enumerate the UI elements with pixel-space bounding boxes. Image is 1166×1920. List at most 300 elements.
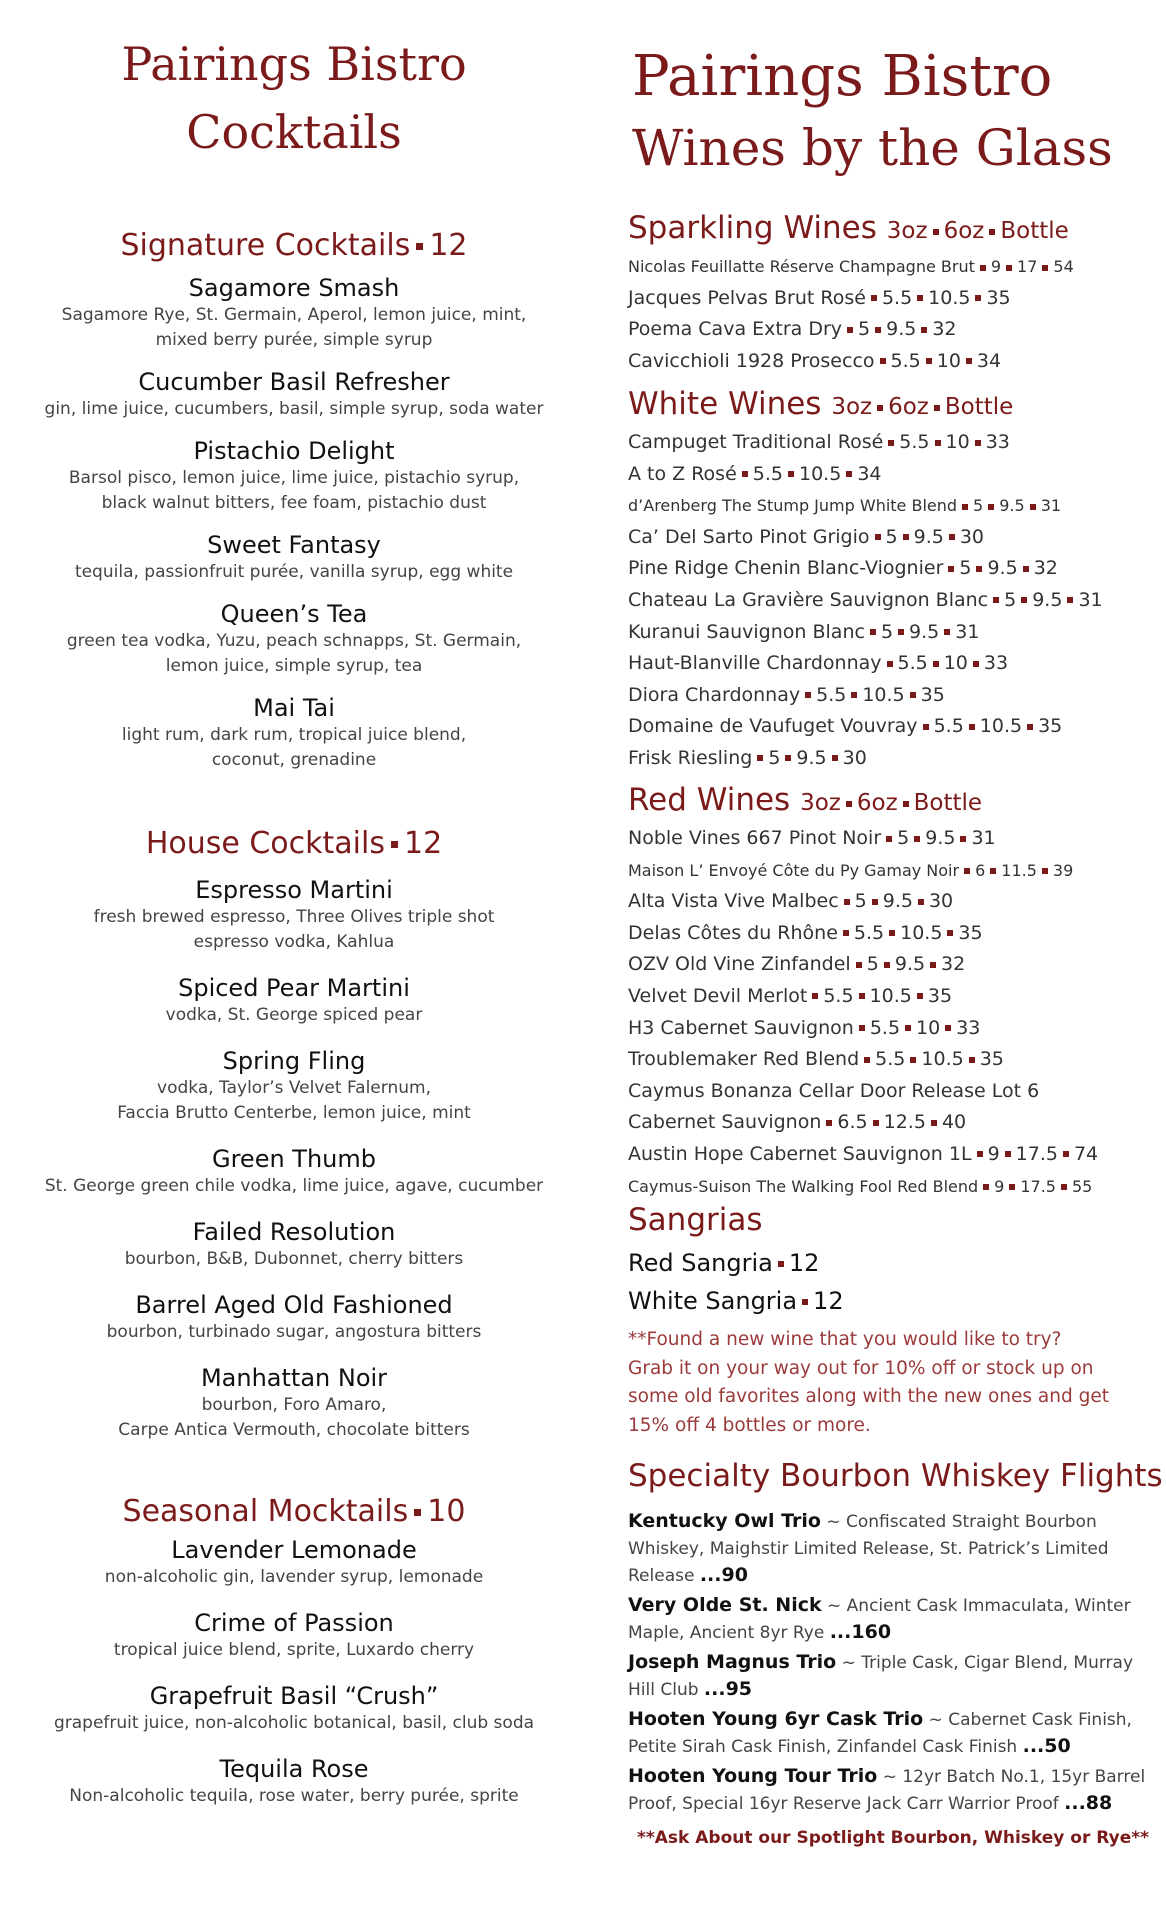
wine-price: 10.5 xyxy=(928,286,971,309)
flight-item xyxy=(628,1508,1158,1590)
wine-price: 10 xyxy=(945,431,970,453)
wine-price: 39 xyxy=(1052,860,1074,880)
cocktails-title-line2: Cocktails xyxy=(186,105,402,159)
price-separator xyxy=(976,566,982,572)
drink-description: vodka, St. George spiced pear xyxy=(165,1005,423,1025)
drink-description: Faccia Brutto Centerbe, lemon juice, mint xyxy=(117,1103,471,1123)
wine-price: 9.5 xyxy=(894,953,926,976)
wine-price: 30 xyxy=(928,890,954,913)
price-separator xyxy=(888,440,894,446)
price-separator xyxy=(910,1057,916,1063)
drink-item xyxy=(0,1144,588,1199)
wine-price: 32 xyxy=(932,318,957,341)
wine-price: 9.5 xyxy=(999,496,1025,516)
serving-size: 3oz xyxy=(800,790,841,816)
wine-price: 9.5 xyxy=(886,318,917,341)
wine-item xyxy=(628,648,1158,680)
drink-name: Failed Resolution xyxy=(192,1218,396,1246)
house-cocktails-section xyxy=(0,826,588,1443)
drink-item xyxy=(0,1217,588,1272)
wine-price: 10 xyxy=(936,349,961,372)
price-separator xyxy=(973,661,979,667)
flight-item xyxy=(628,1763,1158,1818)
price-separator xyxy=(880,358,886,364)
discount-note xyxy=(628,1326,1158,1440)
price-separator xyxy=(962,504,968,510)
wine-item xyxy=(628,585,1158,617)
drink-item xyxy=(0,1608,588,1663)
price-separator xyxy=(969,1057,975,1063)
flight-name: Hooten Young 6yr Cask Trio xyxy=(628,1707,924,1730)
drink-name: Spring Fling xyxy=(222,1047,366,1075)
drink-description: vodka, Taylor’s Velvet Falernum, xyxy=(157,1078,431,1098)
drink-description: green tea vodka, Yuzu, peach schnapps, St. Germain, xyxy=(66,631,522,651)
drink-description: bourbon, turbinado sugar, angostura bitters xyxy=(106,1322,482,1342)
wine-name: Austin Hope Cabernet Sauvignon 1L xyxy=(628,1142,972,1165)
price-separator xyxy=(864,1057,870,1063)
wine-price: 9.5 xyxy=(913,525,944,548)
sangria-name: Red Sangria xyxy=(628,1249,773,1277)
drink-description: Non-alcoholic tequila, rose water, berry purée, sprite xyxy=(69,1786,519,1806)
sangria-item xyxy=(628,1244,1158,1282)
price-separator xyxy=(1067,597,1073,603)
price-separator xyxy=(1042,868,1048,874)
flight-description: ~ Cabernet Cask Finish, Petite Sirah Cask Finish, Zinfandel Cask Finish xyxy=(628,1709,1132,1757)
wine-price: 10.5 xyxy=(799,462,842,485)
serving-size: Bottle xyxy=(1000,218,1069,244)
price-separator xyxy=(887,661,893,667)
wines-title xyxy=(628,40,1113,182)
drink-item xyxy=(0,693,588,773)
drink-description: espresso vodka, Kahlua xyxy=(193,932,395,952)
sangria-price: 12 xyxy=(813,1287,844,1315)
wine-price: 10 xyxy=(943,652,968,675)
note-line: Grab it on your way out for 10% off or stock up on xyxy=(628,1357,1094,1379)
red-wines-heading: Red Wines 3oz 6oz Bottle xyxy=(628,782,983,818)
sangria-item xyxy=(628,1282,1158,1320)
wine-name: Troublemaker Red Blend xyxy=(628,1048,860,1071)
wine-price: 10.5 xyxy=(979,715,1023,738)
wine-price: 35 xyxy=(1038,715,1063,738)
price-separator xyxy=(873,1120,879,1126)
wine-price: 6 xyxy=(975,860,986,880)
drink-description: Sagamore Rye, St. Germain, Aperol, lemon juice, mint, xyxy=(61,305,527,325)
price-separator xyxy=(870,629,876,635)
price-separator xyxy=(989,229,995,235)
wine-price: 34 xyxy=(976,349,1002,372)
wine-name: Poema Cava Extra Dry xyxy=(628,318,843,341)
wine-price: 10.5 xyxy=(862,683,905,706)
price-separator xyxy=(812,993,818,999)
drink-description: light rum, dark rum, tropical juice blend, xyxy=(121,725,467,745)
price-separator xyxy=(875,327,881,333)
price-separator xyxy=(1006,265,1012,271)
wines-title-line1: Pairings Bistro xyxy=(632,44,1053,109)
drink-item xyxy=(0,273,588,353)
sangria-price: 12 xyxy=(788,1249,820,1277)
price-separator xyxy=(1005,1151,1011,1157)
wine-price: 31 xyxy=(971,827,996,849)
wine-price: 5 xyxy=(866,953,879,976)
price-separator xyxy=(1023,566,1029,572)
bourbon-flights-section xyxy=(628,1456,1163,1848)
serving-size: 6oz xyxy=(943,218,985,244)
price-separator xyxy=(980,265,986,271)
wine-name: Noble Vines 667 Pinot Noir xyxy=(628,827,882,849)
wine-item xyxy=(628,1139,1158,1171)
price-separator xyxy=(742,471,748,477)
drink-item xyxy=(0,1681,588,1736)
wine-price: 5.5 xyxy=(875,1048,906,1071)
price-separator xyxy=(969,724,975,730)
price-separator xyxy=(872,899,878,905)
flight-name: Hooten Young Tour Trio xyxy=(628,1764,878,1787)
wine-item xyxy=(628,886,1158,918)
flight-description: ~ Ancient Cask Immaculata, Winter Maple, Ancient 8yr Rye xyxy=(628,1595,1131,1643)
wine-name: Pine Ridge Chenin Blanc-Viognier xyxy=(628,557,944,580)
price-separator xyxy=(846,801,852,807)
price-separator xyxy=(947,930,953,936)
price-separator xyxy=(859,1025,865,1031)
wine-name: Ca’ Del Sarto Pinot Grigio xyxy=(628,525,870,548)
drink-name: Mai Tai xyxy=(253,694,335,722)
wine-price: 33 xyxy=(956,1016,981,1039)
wine-item xyxy=(628,1171,1158,1203)
wine-price: 31 xyxy=(1040,496,1062,516)
flight-description: ~ Triple Cask, Cigar Blend, Murray Hill Club xyxy=(628,1652,1134,1700)
drink-name: Tequila Rose xyxy=(219,1755,369,1783)
drink-description: Barsol pisco, lemon juice, lime juice, pistachio syrup, xyxy=(68,468,520,488)
note-line: 15% off 4 bottles or more. xyxy=(628,1414,871,1436)
drink-name: Green Thumb xyxy=(211,1145,376,1173)
wine-item xyxy=(628,680,1158,712)
wine-name: OZV Old Vine Zinfandel xyxy=(628,953,851,976)
wine-name: Chateau La Gravière Sauvignon Blanc xyxy=(628,588,989,611)
price-separator xyxy=(1042,265,1048,271)
flight-item xyxy=(628,1706,1158,1761)
price-separator xyxy=(856,962,862,968)
wine-name: Jacques Pelvas Brut Rosé xyxy=(628,286,866,309)
wine-price: 40 xyxy=(941,1111,967,1134)
wine-price: 5.5 xyxy=(869,1016,901,1039)
wine-price: 5 xyxy=(1004,588,1017,611)
serving-size: Bottle xyxy=(944,394,1014,420)
red-wines-section xyxy=(628,780,1158,1202)
wine-item xyxy=(628,981,1158,1013)
wine-name: Caymus Bonanza Cellar Door Release Lot 6 xyxy=(628,1079,1040,1102)
wine-price: 9.5 xyxy=(925,827,956,849)
wine-item xyxy=(628,251,1158,283)
price-separator xyxy=(983,1184,989,1190)
price-separator xyxy=(846,471,852,477)
price-separator xyxy=(875,534,881,540)
price-separator xyxy=(934,405,940,411)
wine-price: 55 xyxy=(1071,1176,1093,1196)
cocktails-title-line1: Pairings Bistro xyxy=(121,37,467,91)
price-separator xyxy=(785,755,791,761)
drink-name: Barrel Aged Old Fashioned xyxy=(135,1291,453,1319)
wine-price: 35 xyxy=(927,984,953,1007)
price-separator xyxy=(1030,504,1036,510)
wine-price: 9 xyxy=(987,1142,1000,1165)
cocktails-title xyxy=(0,30,588,166)
wine-price: 30 xyxy=(842,746,867,769)
drink-description: Carpe Antica Vermouth, chocolate bitters xyxy=(118,1420,470,1440)
wines-title-line2: Wines by the Glass xyxy=(632,119,1113,177)
price-separator xyxy=(921,327,927,333)
price-separator xyxy=(1063,1151,1069,1157)
drink-description: tropical juice blend, sprite, Luxardo cherry xyxy=(113,1640,475,1660)
wine-item xyxy=(628,346,1158,378)
price-separator xyxy=(851,692,857,698)
wine-price: 30 xyxy=(959,525,985,548)
price-separator xyxy=(935,440,941,446)
sparkling-wines-heading: Sparkling Wines 3oz 6oz Bottle xyxy=(628,210,1069,246)
wine-name: A to Z Rosé xyxy=(628,462,737,485)
serving-size: 3oz xyxy=(886,218,928,244)
wine-price: 9.5 xyxy=(1032,588,1063,611)
wine-item xyxy=(628,711,1158,743)
wine-item xyxy=(628,459,1158,491)
wine-item xyxy=(628,427,1158,459)
price-separator xyxy=(949,534,955,540)
flight-description: ~ 12yr Batch No.1, 15yr Barrel Proof, Special 16yr Reserve Jack Carr Warrior Proof xyxy=(628,1766,1146,1814)
wine-item xyxy=(628,1013,1158,1045)
drink-name: Sweet Fantasy xyxy=(207,531,381,559)
note-line: **Found a new wine that you would like to try? xyxy=(628,1329,1062,1350)
wine-item xyxy=(628,283,1158,315)
wine-price: 17.5 xyxy=(1015,1142,1058,1165)
price-separator xyxy=(844,899,850,905)
price-separator xyxy=(1027,724,1033,730)
price-separator xyxy=(914,836,920,842)
bourbon-flights-heading: Specialty Bourbon Whiskey Flights xyxy=(628,1458,1163,1494)
wine-name: Haut-Blanville Chardonnay xyxy=(628,652,882,675)
drink-description: gin, lime juice, cucumbers, basil, simple syrup, soda water xyxy=(44,399,544,419)
drink-item xyxy=(0,436,588,516)
drink-item xyxy=(0,599,588,679)
drink-item xyxy=(0,1535,588,1590)
wine-item xyxy=(628,823,1158,855)
wine-name: Delas Côtes du Rhône xyxy=(628,921,838,944)
white-wines-section xyxy=(628,384,1158,775)
wine-name: Diora Chardonnay xyxy=(628,683,801,706)
drink-item xyxy=(0,530,588,585)
wine-price: 9.5 xyxy=(796,746,827,769)
wine-name: Frisk Riesling xyxy=(628,746,753,769)
sangrias-section xyxy=(628,1200,1158,1440)
wine-name: Domaine de Vaufuget Vouvray xyxy=(628,715,918,738)
wine-price: 31 xyxy=(955,620,980,643)
wine-name: Cabernet Sauvignon xyxy=(628,1111,822,1134)
signature-cocktails-section xyxy=(0,228,588,773)
flight-item xyxy=(628,1592,1158,1647)
price-separator xyxy=(948,566,954,572)
price-separator xyxy=(931,1120,937,1126)
drink-name: Spiced Pear Martini xyxy=(178,974,410,1002)
price-separator xyxy=(926,358,932,364)
wine-price: 5 xyxy=(959,557,972,580)
wine-price: 5 xyxy=(897,827,910,849)
flight-price: ...50 xyxy=(1022,1735,1071,1757)
price-separator xyxy=(977,1151,983,1157)
wine-price: 54 xyxy=(1053,257,1074,276)
wine-price: 32 xyxy=(941,953,966,976)
wine-price: 74 xyxy=(1073,1142,1099,1165)
wine-price: 12.5 xyxy=(883,1111,926,1134)
drink-name: Queen’s Tea xyxy=(220,600,368,628)
price-separator xyxy=(945,1025,951,1031)
wine-price: 9.5 xyxy=(882,890,913,913)
price-separator xyxy=(905,1025,911,1031)
drink-description: St. George green chile vodka, lime juice, agave, cucumber xyxy=(44,1176,544,1196)
wine-price: 5 xyxy=(854,890,867,913)
drink-description: lemon juice, simple syrup, tea xyxy=(165,656,423,676)
sparkling-wines-section xyxy=(628,208,1158,377)
price-separator xyxy=(930,962,936,968)
drink-item xyxy=(0,1046,588,1126)
flight-price: ...160 xyxy=(829,1621,892,1643)
drink-item xyxy=(0,1363,588,1443)
price-separator xyxy=(933,661,939,667)
drink-item xyxy=(0,1290,588,1345)
wine-price: 5.5 xyxy=(752,462,783,485)
wine-price: 6.5 xyxy=(837,1111,868,1134)
wine-item xyxy=(628,522,1158,554)
drink-item xyxy=(0,367,588,422)
drink-name: Sagamore Smash xyxy=(188,274,400,302)
note-line: some old favorites along with the new ones and get xyxy=(628,1386,1109,1407)
drink-name: Lavender Lemonade xyxy=(171,1536,417,1564)
wine-price: 5.5 xyxy=(897,652,928,675)
wine-price: 9.5 xyxy=(909,620,940,643)
price-separator xyxy=(1009,1184,1015,1190)
price-separator xyxy=(903,801,909,807)
wine-price: 5.5 xyxy=(853,921,885,944)
wine-price: 32 xyxy=(1033,557,1058,580)
drink-description: fresh brewed espresso, Three Olives triple shot xyxy=(93,907,495,927)
price-separator xyxy=(778,1261,784,1267)
wine-item xyxy=(628,918,1158,950)
wine-item xyxy=(628,490,1158,522)
wine-price: 17 xyxy=(1017,257,1038,276)
price-separator xyxy=(832,755,838,761)
drink-description: bourbon, Foro Amaro, xyxy=(201,1395,387,1415)
price-separator xyxy=(966,358,972,364)
wine-price: 5.5 xyxy=(881,286,913,309)
wine-price: 5.5 xyxy=(823,984,854,1007)
wine-price: 9 xyxy=(990,257,1002,276)
sangrias-heading: Sangrias xyxy=(628,1202,763,1238)
wine-name: Kuranui Sauvignon Blanc xyxy=(628,620,865,643)
price-separator xyxy=(975,295,981,301)
price-separator xyxy=(805,692,811,698)
price-separator xyxy=(889,930,895,936)
sangria-name: White Sangria xyxy=(628,1287,798,1315)
wine-price: 9.5 xyxy=(987,557,1018,580)
wine-price: 10.5 xyxy=(900,921,943,944)
wine-price: 5.5 xyxy=(890,349,921,372)
wine-name: Alta Vista Vive Malbec xyxy=(628,890,839,913)
price-separator xyxy=(910,692,916,698)
wine-name: Caymus-Suison The Walking Fool Red Blend xyxy=(628,1176,979,1196)
wine-price: 35 xyxy=(920,683,945,706)
drink-name: Espresso Martini xyxy=(195,876,393,904)
wine-item xyxy=(628,855,1158,887)
price-separator xyxy=(802,1299,808,1305)
wine-price: 33 xyxy=(983,652,1009,675)
price-separator xyxy=(993,597,999,603)
wine-name: Maison L’ Envoyé Côte du Py Gamay Noir xyxy=(628,860,960,880)
wine-item xyxy=(628,617,1158,649)
price-separator xyxy=(1061,1184,1067,1190)
drink-item xyxy=(0,1754,588,1809)
price-separator xyxy=(877,405,883,411)
price-separator xyxy=(871,295,877,301)
price-separator xyxy=(944,629,950,635)
drink-description: non-alcoholic gin, lavender syrup, lemonade xyxy=(104,1567,484,1587)
wine-name: H3 Cabernet Sauvignon xyxy=(628,1016,854,1039)
flight-name: Kentucky Owl Trio xyxy=(628,1510,821,1532)
price-separator xyxy=(933,229,939,235)
drink-item xyxy=(0,973,588,1028)
wine-name: Cavicchioli 1928 Prosecco xyxy=(628,349,875,372)
wine-price: 5.5 xyxy=(899,431,930,453)
serving-size: 3oz xyxy=(831,394,873,420)
price-separator xyxy=(898,629,904,635)
wine-name: Velvet Devil Merlot xyxy=(628,984,808,1007)
price-separator xyxy=(917,295,923,301)
wine-item xyxy=(628,314,1158,346)
price-separator xyxy=(847,327,853,333)
wine-price: 17.5 xyxy=(1020,1176,1056,1196)
wine-price: 10.5 xyxy=(921,1048,964,1071)
price-separator xyxy=(960,836,966,842)
price-separator xyxy=(990,868,996,874)
white-wines-heading: White Wines 3oz 6oz Bottle xyxy=(628,386,1014,422)
drink-description: coconut, grenadine xyxy=(211,750,377,770)
wine-item xyxy=(628,1076,1158,1108)
drink-name: Cucumber Basil Refresher xyxy=(138,368,450,396)
price-separator xyxy=(964,868,970,874)
price-separator xyxy=(843,930,849,936)
drink-description: bourbon, B&B, Dubonnet, cherry bitters xyxy=(124,1249,464,1269)
price-separator xyxy=(975,440,981,446)
wine-price: 10.5 xyxy=(869,984,912,1007)
wine-name: Nicolas Feuillatte Réserve Champagne Brut xyxy=(628,257,975,276)
seasonal-mocktails-heading: Seasonal Mocktails 10 xyxy=(122,1494,466,1529)
serving-size: Bottle xyxy=(913,790,983,816)
drink-description: grapefruit juice, non-alcoholic botanical, basil, club soda xyxy=(53,1713,535,1733)
house-cocktails-heading: House Cocktails 12 xyxy=(145,826,443,861)
drink-description: mixed berry purée, simple syrup xyxy=(155,330,433,350)
price-separator xyxy=(788,471,794,477)
drink-description: black walnut bitters, fee foam, pistachio dust xyxy=(101,493,487,513)
wine-price: 5 xyxy=(858,318,871,341)
wine-price: 9 xyxy=(994,1176,1005,1196)
wine-price: 31 xyxy=(1078,588,1103,611)
signature-cocktails-heading: Signature Cocktails 12 xyxy=(120,228,468,263)
wine-price: 34 xyxy=(857,462,882,485)
wine-price: 35 xyxy=(986,286,1011,309)
serving-size: 6oz xyxy=(888,394,929,420)
wine-item xyxy=(628,1107,1158,1139)
drink-name: Grapefruit Basil “Crush” xyxy=(149,1682,439,1710)
flight-name: Very Olde St. Nick xyxy=(628,1593,822,1616)
wine-price: 5.5 xyxy=(933,715,964,738)
wine-item xyxy=(628,1044,1158,1076)
wine-name: d’Arenberg The Stump Jump White Blend xyxy=(628,496,958,516)
